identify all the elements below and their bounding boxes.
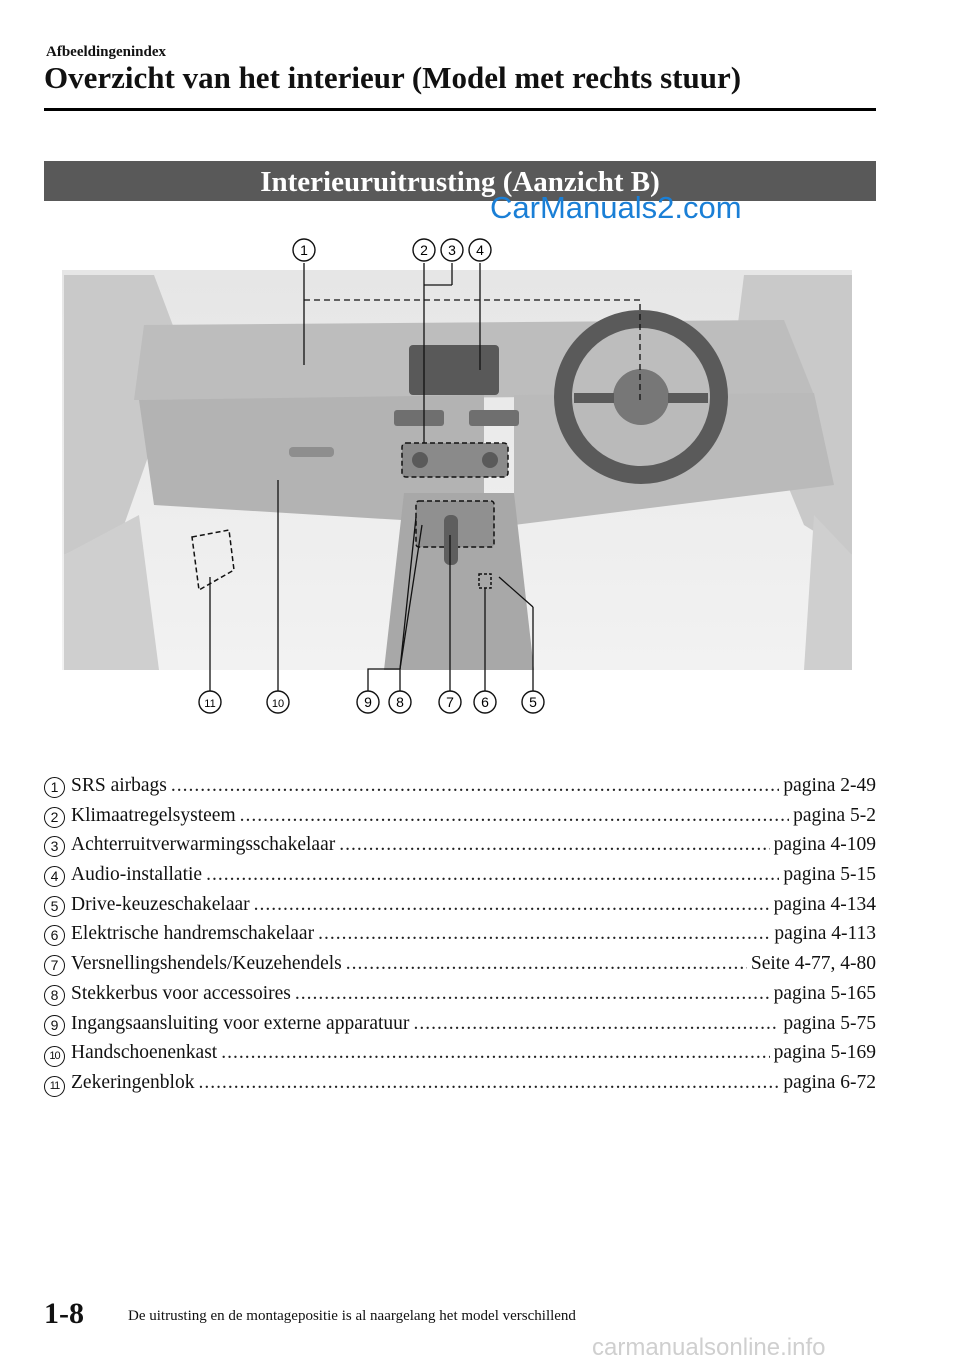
list-item <box>44 834 876 864</box>
steering-hub <box>613 369 669 425</box>
page-title: Overzicht van het interieur (Model met rechts stuur) <box>44 60 742 95</box>
svg-text:1: 1 <box>300 242 308 258</box>
svg-text:4: 4 <box>476 242 484 258</box>
item-label: Drive-keuzeschakelaar <box>71 893 250 915</box>
item-page: pagina 5-75 <box>783 1012 876 1034</box>
item-number: 3 <box>44 836 65 857</box>
footer-note: De uitrusting en de montagepositie is al naargelang het model verschillend <box>128 1308 576 1324</box>
interior-figure <box>44 225 876 725</box>
item-page: Seite 4-77, 4-80 <box>750 953 876 975</box>
callout-3 <box>441 239 463 261</box>
dot-leader <box>240 805 790 827</box>
list-item <box>44 894 876 924</box>
item-label: Ingangsaansluiting voor externe apparatuur <box>71 1012 410 1034</box>
svg-text:8: 8 <box>396 694 404 710</box>
svg-text:11: 11 <box>204 698 216 710</box>
callout-5 <box>522 691 544 713</box>
dot-leader <box>221 1042 769 1064</box>
list-item <box>44 775 876 805</box>
item-number: 8 <box>44 985 65 1006</box>
list-item <box>44 1013 876 1043</box>
svg-text:2: 2 <box>420 242 428 258</box>
dot-leader <box>254 894 770 916</box>
item-page: pagina 6-72 <box>783 1071 876 1093</box>
item-page: pagina 5-15 <box>783 864 876 886</box>
dot-leader <box>198 1072 779 1094</box>
list-item <box>44 864 876 894</box>
item-page: pagina 5-165 <box>773 982 876 1004</box>
item-number: 10 <box>44 1046 65 1067</box>
center-vent-right <box>469 410 519 426</box>
item-page: pagina 4-109 <box>773 834 876 856</box>
svg-text:3: 3 <box>448 242 456 258</box>
item-page: pagina 4-134 <box>773 893 876 915</box>
watermark-top: CarManuals2.com <box>490 190 742 225</box>
item-page: pagina 4-113 <box>774 923 876 945</box>
callout-7 <box>439 691 461 713</box>
climate-knob-left <box>412 452 428 468</box>
item-label: Klimaatregelsysteem <box>71 804 236 826</box>
item-number: 11 <box>44 1076 65 1097</box>
callout-4 <box>469 239 491 261</box>
dot-leader <box>206 864 779 886</box>
item-number: 5 <box>44 896 65 917</box>
item-label: Audio-installatie <box>71 864 203 886</box>
svg-text:10: 10 <box>271 698 285 710</box>
svg-text:7: 7 <box>446 694 454 710</box>
item-label: Zekeringenblok <box>71 1071 195 1093</box>
steering-spoke-right <box>668 393 708 403</box>
callout-6 <box>474 691 496 713</box>
dot-leader <box>318 923 770 945</box>
watermark-bottom: carmanualsonline.info <box>592 1334 826 1361</box>
item-number: 2 <box>44 807 65 828</box>
item-number: 7 <box>44 955 65 976</box>
item-page: pagina 5-2 <box>793 804 876 826</box>
svg-text:6: 6 <box>481 694 489 710</box>
callout-2 <box>413 239 435 261</box>
item-label: Achterruitverwarmingsschakelaar <box>71 834 336 856</box>
item-label: Elektrische handremschakelaar <box>71 923 315 945</box>
audio-screen <box>409 345 499 395</box>
section-banner: Interieuruitrusting (Aanzicht B) <box>44 161 876 201</box>
dot-leader <box>346 953 747 975</box>
item-list <box>44 775 876 1102</box>
list-item <box>44 1072 876 1102</box>
svg-text:5: 5 <box>529 694 537 710</box>
dot-leader <box>339 834 769 856</box>
item-number: 4 <box>44 866 65 887</box>
list-item <box>44 953 876 983</box>
glovebox-handle <box>289 447 334 457</box>
callout-10 <box>267 691 289 713</box>
dot-leader <box>295 983 770 1005</box>
list-item <box>44 983 876 1013</box>
dot-leader <box>171 775 780 797</box>
item-label: SRS airbags <box>71 775 167 796</box>
item-label: Versnellingshendels/Keuzehendels <box>71 953 342 975</box>
list-item <box>44 923 876 953</box>
list-item <box>44 805 876 835</box>
item-number: 6 <box>44 925 65 946</box>
list-item <box>44 1042 876 1072</box>
gear-lever <box>444 515 458 565</box>
dot-leader <box>413 1013 779 1035</box>
svg-text:9: 9 <box>364 694 372 710</box>
item-number: 9 <box>44 1015 65 1036</box>
climate-knob-right <box>482 452 498 468</box>
center-vent-left <box>394 410 444 426</box>
callout-1 <box>293 239 315 261</box>
callout-8 <box>389 691 411 713</box>
leader-9-8 <box>368 669 400 695</box>
callout-9 <box>357 691 379 713</box>
steering-spoke-left <box>574 393 614 403</box>
item-label: Handschoenenkast <box>71 1042 218 1064</box>
item-page: pagina 5-169 <box>773 1042 876 1064</box>
page-number: 1-8 <box>44 1297 84 1330</box>
title-rule <box>44 108 876 111</box>
callout-11 <box>199 691 221 713</box>
item-number: 1 <box>44 777 65 798</box>
item-label: Stekkerbus voor accessoires <box>71 982 291 1004</box>
item-page: pagina 2-49 <box>783 775 876 796</box>
section-label: Afbeeldingenindex <box>46 44 167 60</box>
